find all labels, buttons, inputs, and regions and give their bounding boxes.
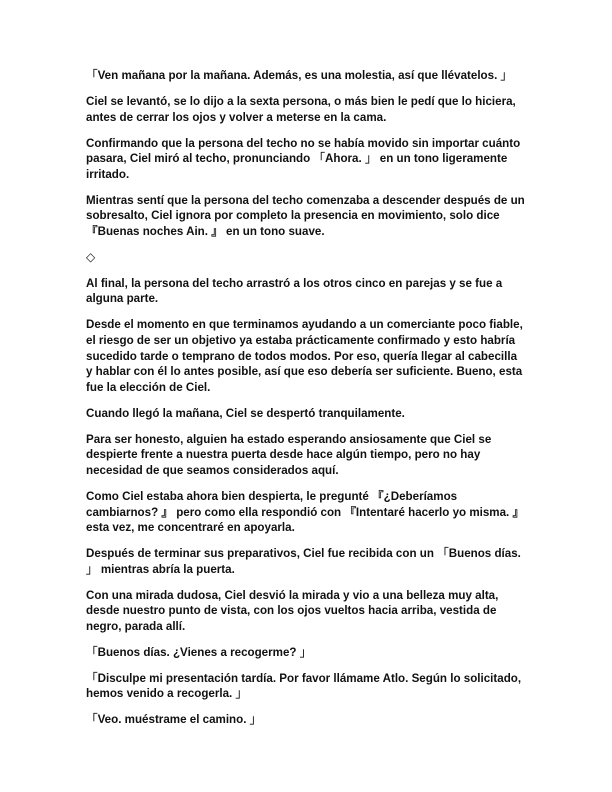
paragraph-7: Cuando llegó la mañana, Ciel se despertó tranquilamente. [86, 406, 405, 420]
paragraph-10: Después de terminar sus preparativos, Ciel fue recibida con un 「Buenos días. 」 mientras abría la puerta. [86, 547, 521, 576]
paragraph-14: 「Veo. muéstrame el camino. 」 [86, 713, 262, 727]
paragraph-13: 「Disculpe mi presentación tardía. Por favor llámame Atlo. Según lo solicitado, hemos venido a recogerla. 」 [86, 671, 522, 701]
document-page [86, 68, 526, 738]
paragraph-11: Con una mirada dudosa, Ciel desvió la mirada y vio a una belleza muy alta, desde nuestro punto de vista, con los ojos vueltos hacia arriba, vestida de negro, parada allí. [86, 588, 499, 633]
paragraph-5: Al final, la persona del techo arrastró a los otros cinco en parejas y se fue a alguna parte. [86, 276, 503, 306]
paragraph-1: 「Ven mañana por la mañana. Además, es una molestia, así que llévatelos. 」 [86, 69, 513, 82]
paragraph-2: Ciel se levantó, se lo dijo a la sexta persona, o más bien le pedí que lo hiciera, antes de cerrar los ojos y volver a meterse en la cama. [86, 94, 516, 124]
paragraph-6: Desde el momento en que terminamos ayudando a un comerciante poco fiable, el riesgo de ser un objetivo ya estaba prácticamente confirmado y esto habría sucedido tarde o temprano de todos modos. Por eso, quería llegar al cabecilla y hablar con él lo antes posible, así que eso debería ser suficiente. Bueno, esta fue la elección de Ciel. [86, 318, 523, 394]
paragraph-9: Como Ciel estaba ahora bien despierta, le pregunté 『¿Deberíamos cambiarnos? 』 pero como ella respondió con 『Intentaré hacerlo yo misma. 』 esta vez, me concentraré en apoyarla. [86, 489, 525, 535]
paragraph-4: Mientras sentí que la persona del techo comenzaba a descender después de un sobresalto, Ciel ignora por completo la presencia en movimiento, solo dice 『Buenas noches Ain. 』 en un tono suave. [86, 193, 525, 238]
paragraph-3: Confirmando que la persona del techo no se había movido sin importar cuánto pasara, Ciel miró al techo, pronunciando 「Ahora. 」 en un tono ligeramente irritado. [86, 136, 521, 181]
section-break-diamond: ◇ [86, 249, 96, 264]
paragraph-12: 「Buenos días. ¿Vienes a recogerme? 」 [86, 645, 312, 659]
paragraph-8: Para ser honesto, alguien ha estado esperando ansiosamente que Ciel se despierte frente a nuestra puerta desde hace algún tiempo, pero no hay necesidad de que seamos considerados aquí. [86, 432, 492, 477]
